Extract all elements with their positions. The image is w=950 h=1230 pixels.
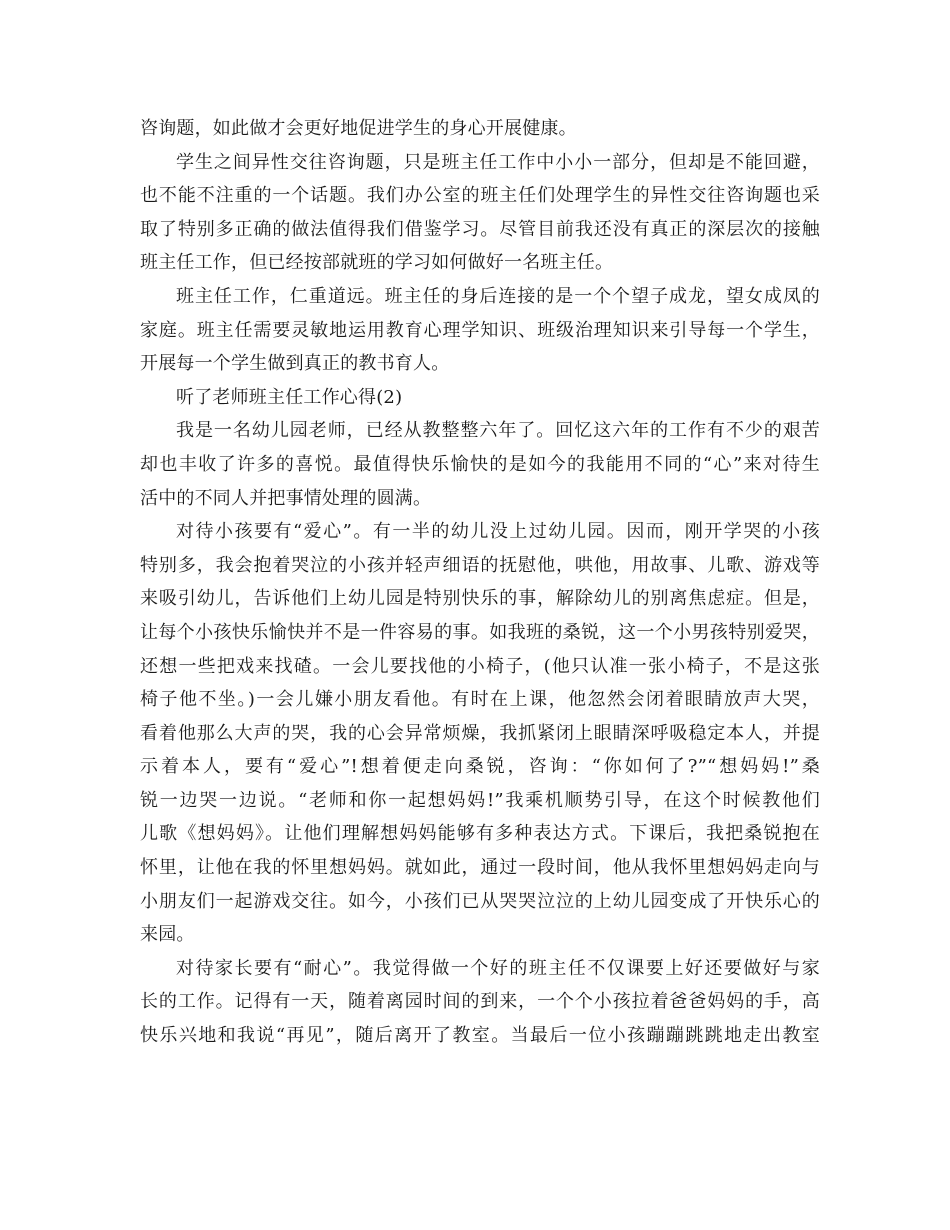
text-line: 我是一名幼儿园老师，已经从教整整六年了。回忆这六年的工作有不少的艰苦 — [176, 420, 820, 442]
text-line: 对待家长要有“耐心”。我觉得做一个好的班主任不仅课要上好还要做好与家 — [176, 957, 820, 979]
text-line: 看着他那么大声的哭，我的心会异常烦燥，我抓紧闭上眼睛深呼吸稳定本人，并提 — [140, 722, 820, 744]
text-line: 咨询题，如此做才会更好地促进学生的身心开展健康。 — [140, 118, 577, 139]
text-line: 还想一些把戏来找碴。一会儿要找他的小椅子，(他只认准一张小椅子，不是这张 — [140, 655, 820, 677]
text-line: 对待小孩要有“爱心”。有一半的幼儿没上过幼儿园。因而，刚开学哭的小孩 — [176, 521, 820, 543]
text-line: 长的工作。记得有一天，随着离园时间的到来，一个个小孩拉着爸爸妈妈的手，高 — [140, 991, 820, 1013]
text-line: 活中的不同人并把事情处理的圆满。 — [140, 487, 432, 509]
text-line: 开展每一个学生做到真正的教书育人。 — [140, 353, 450, 375]
text-line: 示着本人，要有“爱心”!想着便走向桑锐，咨询：“你如何了?”“想妈妈!”桑 — [140, 756, 820, 778]
text-line: 来吸引幼儿，告诉他们上幼儿园是特别快乐的事，解除幼儿的别离焦虑症。但是， — [140, 588, 820, 610]
text-line: 学生之间异性交往咨询题，只是班主任工作中小小一部分，但却是不能回避， — [176, 151, 820, 173]
text-line: 班主任工作，但已经按部就班的学习如何做好一名班主任。 — [140, 252, 614, 274]
text-line: 快乐兴地和我说“再见”，随后离开了教室。当最后一位小孩蹦蹦跳跳地走出教室 — [140, 1025, 820, 1047]
text-line: 让每个小孩快乐愉快并不是一件容易的事。如我班的桑锐，这一个小男孩特别爱哭， — [140, 621, 820, 643]
text-line: 怀里，让他在我的怀里想妈妈。就如此，通过一段时间，他从我怀里想妈妈走向与 — [140, 857, 820, 879]
text-line: 取了特别多正确的做法值得我们借鉴学习。尽管目前我还没有真正的深层次的接触 — [140, 218, 820, 240]
text-line: 班主任工作，仁重道远。班主任的身后连接的是一个个望子成龙，望女成凤的 — [176, 285, 820, 307]
text-line: 家庭。班主任需要灵敏地运用教育心理学知识、班级治理知识来引导每一个学生， — [140, 319, 820, 341]
text-line: 锐一边哭一边说。“老师和你一起想妈妈!”我乘机顺势引导，在这个时候教他们 — [140, 789, 820, 811]
text-line: 特别多，我会抱着哭泣的小孩并轻声细语的抚慰他，哄他，用故事、儿歌、游戏等 — [140, 554, 820, 576]
text-line: 来园。 — [140, 924, 195, 946]
text-line: 小朋友们一起游戏交往。如今，小孩们已从哭哭泣泣的上幼儿园变成了开快乐心的 — [140, 890, 820, 912]
text-line: 椅子他不坐。)一会儿嫌小朋友看他。有时在上课，他忽然会闭着眼睛放声大哭， — [140, 689, 820, 711]
text-line: 听了老师班主任工作心得(2) — [176, 386, 403, 408]
text-line: 儿歌《想妈妈》。让他们理解想妈妈能够有多种表达方式。下课后，我把桑锐抱在 — [140, 823, 820, 845]
text-line: 也不能不注重的一个话题。我们办公室的班主任们处理学生的异性交往咨询题也采 — [140, 185, 820, 207]
text-line: 却也丰收了许多的喜悦。最值得快乐愉快的是如今的我能用不同的“心”来对待生 — [140, 453, 820, 475]
document-page — [140, 112, 820, 1053]
